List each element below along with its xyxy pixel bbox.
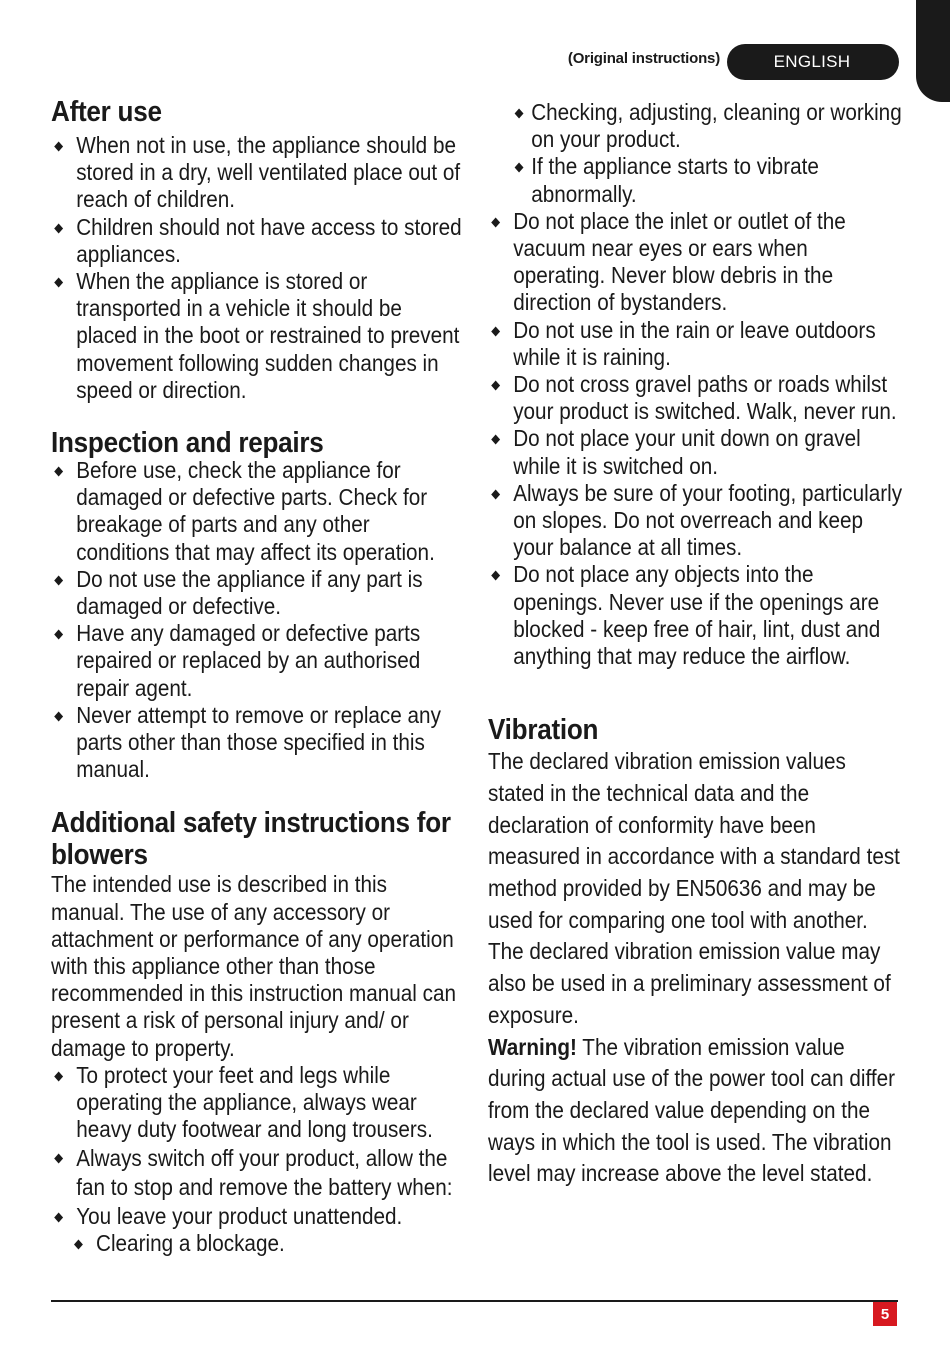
bullet-icon bbox=[54, 223, 63, 233]
bullet-icon bbox=[491, 381, 500, 391]
list-item: To protect your feet and legs while operating the appliance, always wear heavy duty footwear and long trousers. bbox=[51, 1062, 465, 1144]
bullet-icon bbox=[54, 142, 63, 152]
list-item: Children should not have access to stored appliances. bbox=[51, 214, 465, 268]
list-item: Before use, check the appliance for damaged or defective parts. Check for breakage of parts and any other conditions that may affect its operation. bbox=[51, 457, 465, 566]
bullet-icon bbox=[54, 1153, 63, 1163]
heading-inspection: Inspection and repairs bbox=[51, 427, 324, 460]
original-instructions-label: (Original instructions) bbox=[567, 50, 720, 67]
bullet-icon bbox=[54, 711, 63, 721]
corner-tab bbox=[916, 0, 950, 102]
bullet-icon bbox=[54, 278, 63, 288]
after-use-list bbox=[51, 132, 465, 404]
bullet-icon bbox=[54, 630, 63, 640]
heading-after-use: After use bbox=[51, 96, 162, 128]
page-number: 5 bbox=[873, 1302, 897, 1326]
bullet-icon bbox=[515, 109, 524, 119]
bullet-icon bbox=[54, 1071, 63, 1081]
bullet-icon bbox=[491, 435, 500, 445]
list-sub-item: Clearing a blockage. bbox=[51, 1230, 465, 1257]
bullet-icon bbox=[515, 163, 524, 173]
warning-label: Warning! bbox=[488, 1033, 577, 1060]
left-column bbox=[51, 96, 465, 1257]
bullet-icon bbox=[54, 467, 63, 477]
right-column bbox=[488, 99, 904, 1190]
vibration-warning bbox=[488, 1032, 904, 1191]
list-item: Always switch off your product, allow the fan to stop and remove the battery when: bbox=[51, 1144, 465, 1203]
footer-rule bbox=[51, 1300, 898, 1302]
list-item: When the appliance is stored or transported in a vehicle it should be placed in the boot or restrained to prevent movement following sudden changes in speed or direction. bbox=[51, 268, 465, 404]
list-sub-item: If the appliance starts to vibrate abnormally. bbox=[488, 153, 904, 207]
inspection-list bbox=[51, 457, 465, 783]
bullet-icon bbox=[491, 326, 500, 336]
language-label: ENGLISH bbox=[773, 52, 851, 71]
list-item: When not in use, the appliance should be stored in a dry, well ventilated place out of reach of children. bbox=[51, 132, 465, 214]
list-item: You leave your product unattended. bbox=[51, 1203, 465, 1230]
bullet-icon bbox=[491, 571, 500, 581]
blower-safety-list bbox=[488, 208, 904, 670]
additional-intro: The intended use is described in this manual. The use of any accessory or attachment or performance of any operation with this appliance other than those recommended in this instruction manual can present a risk of personal injury and/ or damage to property. bbox=[51, 871, 457, 1061]
bullet-icon bbox=[491, 489, 500, 499]
list-item: Do not place the inlet or outlet of the vacuum near eyes or ears when operating. Never blow debris in the direction of bystanders. bbox=[488, 208, 904, 317]
list-item: Do not use the appliance if any part is damaged or defective. bbox=[51, 566, 465, 620]
list-item: Always be sure of your footing, particularly on slopes. Do not overreach and keep your balance at all times. bbox=[488, 480, 904, 562]
bullet-icon bbox=[54, 1212, 63, 1222]
additional-list bbox=[51, 1062, 465, 1257]
heading-additional-safety: Additional safety instructions for blowers bbox=[51, 807, 451, 872]
continued-sub-list bbox=[488, 99, 904, 208]
list-item: Have any damaged or defective parts repaired or replaced by an authorised repair agent. bbox=[51, 620, 465, 702]
list-item: Do not place any objects into the openings. Never use if the openings are blocked - keep free of hair, lint, dust and anything that may reduce the airflow. bbox=[488, 561, 904, 670]
vibration-paragraph: The declared vibration emission values stated in the technical data and the declaration of conformity have been measured in accordance with a standard test method provided by EN50636 and may be used for comparing one tool with another. The declared vibration emission value may also be used in a preliminary assessment of exposure. bbox=[488, 748, 900, 1028]
list-item: Do not cross gravel paths or roads whilst your product is switched. Walk, never run. bbox=[488, 371, 904, 425]
list-sub-item: Checking, adjusting, cleaning or working on your product. bbox=[488, 99, 904, 153]
heading-vibration: Vibration bbox=[488, 714, 599, 747]
bullet-icon bbox=[54, 575, 63, 585]
list-item: Do not use in the rain or leave outdoors while it is raining. bbox=[488, 317, 904, 371]
list-item: Never attempt to remove or replace any parts other than those specified in this manual. bbox=[51, 702, 465, 784]
bullet-icon bbox=[74, 1239, 83, 1249]
language-badge bbox=[727, 44, 899, 80]
bullet-icon bbox=[491, 217, 500, 227]
list-item: Do not place your unit down on gravel while it is switched on. bbox=[488, 425, 904, 479]
warning-text: The vibration emission value during actual use of the power tool can differ from the declared value depending on the ways in which the tool is used. The vibration level may increase above the level stated. bbox=[488, 1033, 895, 1187]
